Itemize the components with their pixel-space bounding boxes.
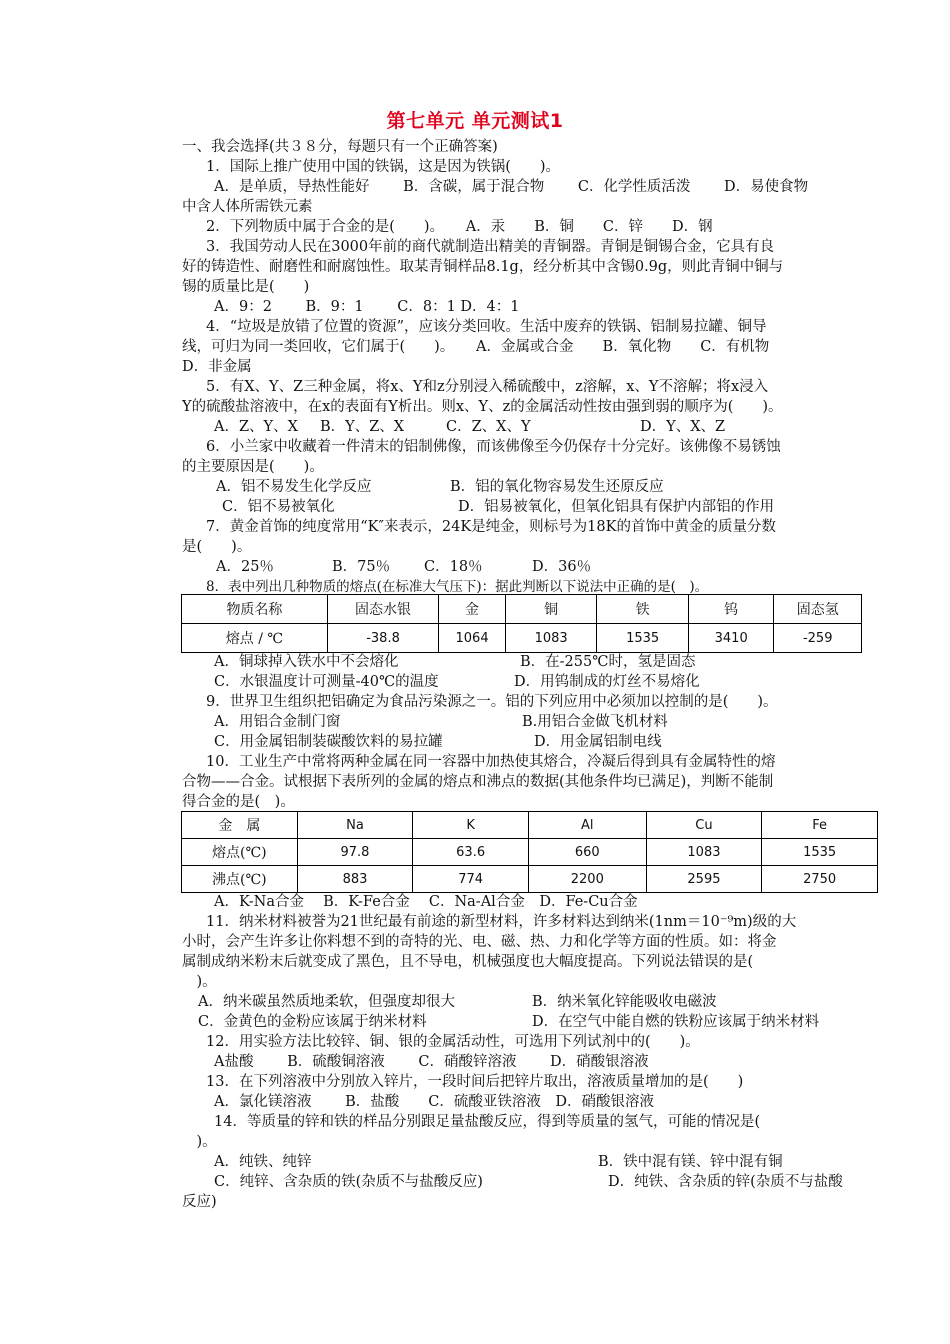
question-14-line-1: 14．等质量的锌和铁的样品分别跟足量盐酸反应，得到等质量的氢气，可能的情况是( bbox=[214, 1114, 761, 1130]
table-cell: -259 bbox=[774, 624, 862, 653]
table-cell: 1083 bbox=[505, 624, 597, 653]
question-10-line-3: 得合金的是( )。 bbox=[182, 794, 295, 810]
question-7-option-d: D．36％ bbox=[532, 559, 592, 575]
question-7-option-a: A．25％ bbox=[216, 559, 274, 575]
table-header-cell: 固态氢 bbox=[774, 595, 862, 624]
question-8-option-d: D．用钨制成的灯丝不易熔化 bbox=[514, 674, 700, 690]
question-4-line-2: 线，可归为同一类回收，它们属于( )。 A．金属或合金 B．氧化物 C．有机物 bbox=[182, 339, 770, 355]
table-cell: 1535 bbox=[597, 624, 689, 653]
question-11-option-b: B．纳米氧化锌能吸收电磁波 bbox=[532, 994, 717, 1010]
question-8-option-a: A．铜球掉入铁水中不会熔化 bbox=[214, 654, 399, 670]
question-5-option-b: B．Y、Z、X bbox=[320, 419, 405, 435]
question-6-option-d: D．铝易被氧化，但氧化铝具有保护内部铝的作用 bbox=[458, 499, 775, 515]
table-cell: 1535 bbox=[762, 839, 878, 866]
metal-properties-table bbox=[181, 811, 878, 893]
question-7-option-c: C．18％ bbox=[424, 559, 483, 575]
question-9-option-d: D．用金属铝制电线 bbox=[534, 734, 662, 750]
table-header-cell: 金 属 bbox=[182, 812, 298, 839]
question-6-line-2: 的主要原因是( )。 bbox=[182, 459, 324, 475]
question-4-line-3: D．非金属 bbox=[182, 359, 252, 375]
table-cell: -38.8 bbox=[327, 624, 438, 653]
question-8-option-c: C．水银温度计可测量-40℃的温度 bbox=[214, 674, 439, 690]
question-14-option-b: B．铁中混有镁、锌中混有铜 bbox=[598, 1154, 783, 1170]
question-11-option-d: D．在空气中能自燃的铁粉应该属于纳米材料 bbox=[532, 1014, 820, 1030]
question-8-option-b: B．在-255℃时，氢是固态 bbox=[520, 654, 696, 670]
melting-point-table bbox=[181, 594, 862, 653]
question-8-stem: 8．表中列出几种物质的熔点(在标准大气压下)：据此判断以下说法中正确的是( )。 bbox=[206, 579, 709, 595]
question-11-line-3: 属制成纳米粉末后就变成了黑色，且不导电，机械强度也大幅度提高。下列说法错误的是( bbox=[182, 954, 754, 970]
table-row-label: 熔点(℃) bbox=[182, 839, 298, 866]
table-cell: 2750 bbox=[762, 866, 878, 893]
table-header-cell: Fe bbox=[762, 812, 878, 839]
question-9-option-b: B.用铝合金做飞机材料 bbox=[522, 714, 668, 730]
question-14-option-d: D．纯铁、含杂质的锌(杂质不与盐酸 bbox=[608, 1174, 843, 1190]
table-header-cell: Cu bbox=[646, 812, 762, 839]
question-6-line-1: 6．小兰家中收藏着一件清末的铝制佛像，而该佛像至今仍保存十分完好。该佛像不易锈蚀 bbox=[206, 439, 781, 455]
table-header-cell: Al bbox=[528, 812, 646, 839]
question-7-line-1: 7．黄金首饰的纯度常用“K″来表示，24K是纯金，则标号为18K的首饰中黄金的质量分数 bbox=[206, 519, 776, 535]
question-14-option-a: A．纯铁、纯锌 bbox=[214, 1154, 312, 1170]
table-header-cell: 铜 bbox=[505, 595, 597, 624]
table-header-cell: K bbox=[413, 812, 529, 839]
question-5-line-2: Y的硫酸盐溶液中，在x的表面有Y析出。则x、Y、z的金属活动性按由强到弱的顺序为( )。 bbox=[182, 399, 783, 415]
question-3-options: A．9：2 B．9：1 C．8：1 D．4：1 bbox=[214, 299, 520, 315]
question-5-option-c: C．Z、X、Y bbox=[446, 419, 531, 435]
table-cell: 774 bbox=[413, 866, 529, 893]
question-9-option-a: A．用铝合金制门窗 bbox=[214, 714, 341, 730]
question-14-line-2: )。 bbox=[182, 1134, 217, 1150]
table-header-cell: 钨 bbox=[688, 595, 774, 624]
table-cell: 3410 bbox=[688, 624, 774, 653]
question-6-option-a: A．铝不易发生化学反应 bbox=[216, 479, 372, 495]
table-cell: 883 bbox=[297, 866, 413, 893]
question-7-option-b: B．75％ bbox=[332, 559, 391, 575]
question-1-continuation: 中含人体所需铁元素 bbox=[182, 199, 313, 215]
question-1-stem: 1．国际上推广使用中国的铁锅，这是因为铁锅( )。 bbox=[206, 159, 561, 175]
question-11-line-1: 11．纳米材料被誉为21世纪最有前途的新型材料，许多材料达到纳米(1nm＝10⁻⁹m)级的大 bbox=[206, 914, 797, 930]
question-11-option-a: A．纳米碳虽然质地柔软，但强度却很大 bbox=[198, 994, 455, 1010]
table-header-cell: 金 bbox=[439, 595, 506, 624]
question-3-line-3: 锡的质量比是( ) bbox=[182, 279, 310, 295]
table-cell: 2200 bbox=[528, 866, 646, 893]
table-cell: 1064 bbox=[439, 624, 506, 653]
table-row-label: 沸点(℃) bbox=[182, 866, 298, 893]
question-12-options: A盐酸 B．硫酸铜溶液 C．硝酸锌溶液 D．硝酸银溶液 bbox=[214, 1054, 649, 1070]
question-5-option-a: A．Z、Y、X bbox=[214, 419, 298, 435]
table-cell: 2595 bbox=[646, 866, 762, 893]
question-6-option-c: C．铝不易被氧化 bbox=[222, 499, 335, 515]
question-12-stem: 12．用实验方法比较锌、铜、银的金属活动性，可选用下列试剂中的( )。 bbox=[206, 1034, 700, 1050]
table-header-cell: Na bbox=[297, 812, 413, 839]
question-11-line-4: )。 bbox=[182, 974, 217, 990]
question-11-option-c: C．金黄色的金粉应该属于纳米材料 bbox=[198, 1014, 427, 1030]
table-cell: 97.8 bbox=[297, 839, 413, 866]
question-2: 2．下列物质中属于合金的是( )。 A．汞 B．铜 C．锌 D．钢 bbox=[206, 219, 713, 235]
section-heading: 一、我会选择(共３８分，每题只有一个正确答案) bbox=[182, 139, 498, 155]
question-6-option-b: B．铝的氧化物容易发生还原反应 bbox=[450, 479, 664, 495]
question-13-stem: 13．在下列溶液中分别放入锌片，一段时间后把锌片取出，溶液质量增加的是( ) bbox=[206, 1074, 744, 1090]
question-4-line-1: 4．“垃圾是放错了位置的资源”，应该分类回收。生活中废弃的铁锅、铝制易拉罐、铜导 bbox=[206, 319, 767, 335]
table-row-label: 熔点 / ℃ bbox=[182, 624, 328, 653]
question-14-option-d-continuation: 反应) bbox=[182, 1194, 217, 1210]
question-10-line-2: 合物——合金。试根据下表所列的金属的熔点和沸点的数据(其他条件均已满足)，判断不能制 bbox=[182, 774, 774, 790]
question-3-line-2: 好的铸造性、耐磨性和耐腐蚀性。取某青铜样品8.1g，经分析其中含锡0.9g，则此青铜中铜与 bbox=[182, 259, 784, 275]
page-title: 第七单元 单元测试1 bbox=[386, 110, 564, 132]
table-cell: 660 bbox=[528, 839, 646, 866]
table-header-cell: 铁 bbox=[597, 595, 689, 624]
question-11-line-2: 小时，会产生许多让你料想不到的奇特的光、电、磁、热、力和化学等方面的性质。如：将金 bbox=[182, 934, 777, 950]
question-5-option-d: D．Y、X、Z bbox=[640, 419, 726, 435]
question-5-line-1: 5．有X、Y、Z三种金属，将x、Y和z分别浸入稀硫酸中，z溶解，x、Y不溶解；将x浸入 bbox=[206, 379, 769, 395]
question-14-option-c: C．纯锌、含杂质的铁(杂质不与盐酸反应) bbox=[214, 1174, 483, 1190]
table-cell: 1083 bbox=[646, 839, 762, 866]
question-10-line-1: 10．工业生产中常将两种金属在同一容器中加热使其熔合，冷凝后得到具有金属特性的熔 bbox=[206, 754, 776, 770]
table-cell: 63.6 bbox=[413, 839, 529, 866]
table-header-cell: 物质名称 bbox=[182, 595, 328, 624]
question-3-line-1: 3．我国劳动人民在3000年前的商代就制造出精美的青铜器。青铜是铜锡合金，它具有良 bbox=[206, 239, 775, 255]
question-1-options: A．是单质，导热性能好 B．含碳，属于混合物 C．化学性质活泼 D．易使食物 bbox=[214, 179, 809, 195]
question-9-option-c: C．用金属铝制装碳酸饮料的易拉罐 bbox=[214, 734, 443, 750]
question-10-options: A．K-Na合金 B．K-Fe合金 C．Na-Al合金 D．Fe-Cu合金 bbox=[214, 894, 638, 910]
question-7-line-2: 是( )。 bbox=[182, 539, 252, 555]
question-13-options: A．氯化镁溶液 B．盐酸 C．硫酸亚铁溶液 D．硝酸银溶液 bbox=[214, 1094, 654, 1110]
question-9-stem: 9．世界卫生组织把铝确定为食品污染源之一。铝的下列应用中必须加以控制的是( )。 bbox=[206, 694, 778, 710]
table-header-cell: 固态水银 bbox=[327, 595, 438, 624]
